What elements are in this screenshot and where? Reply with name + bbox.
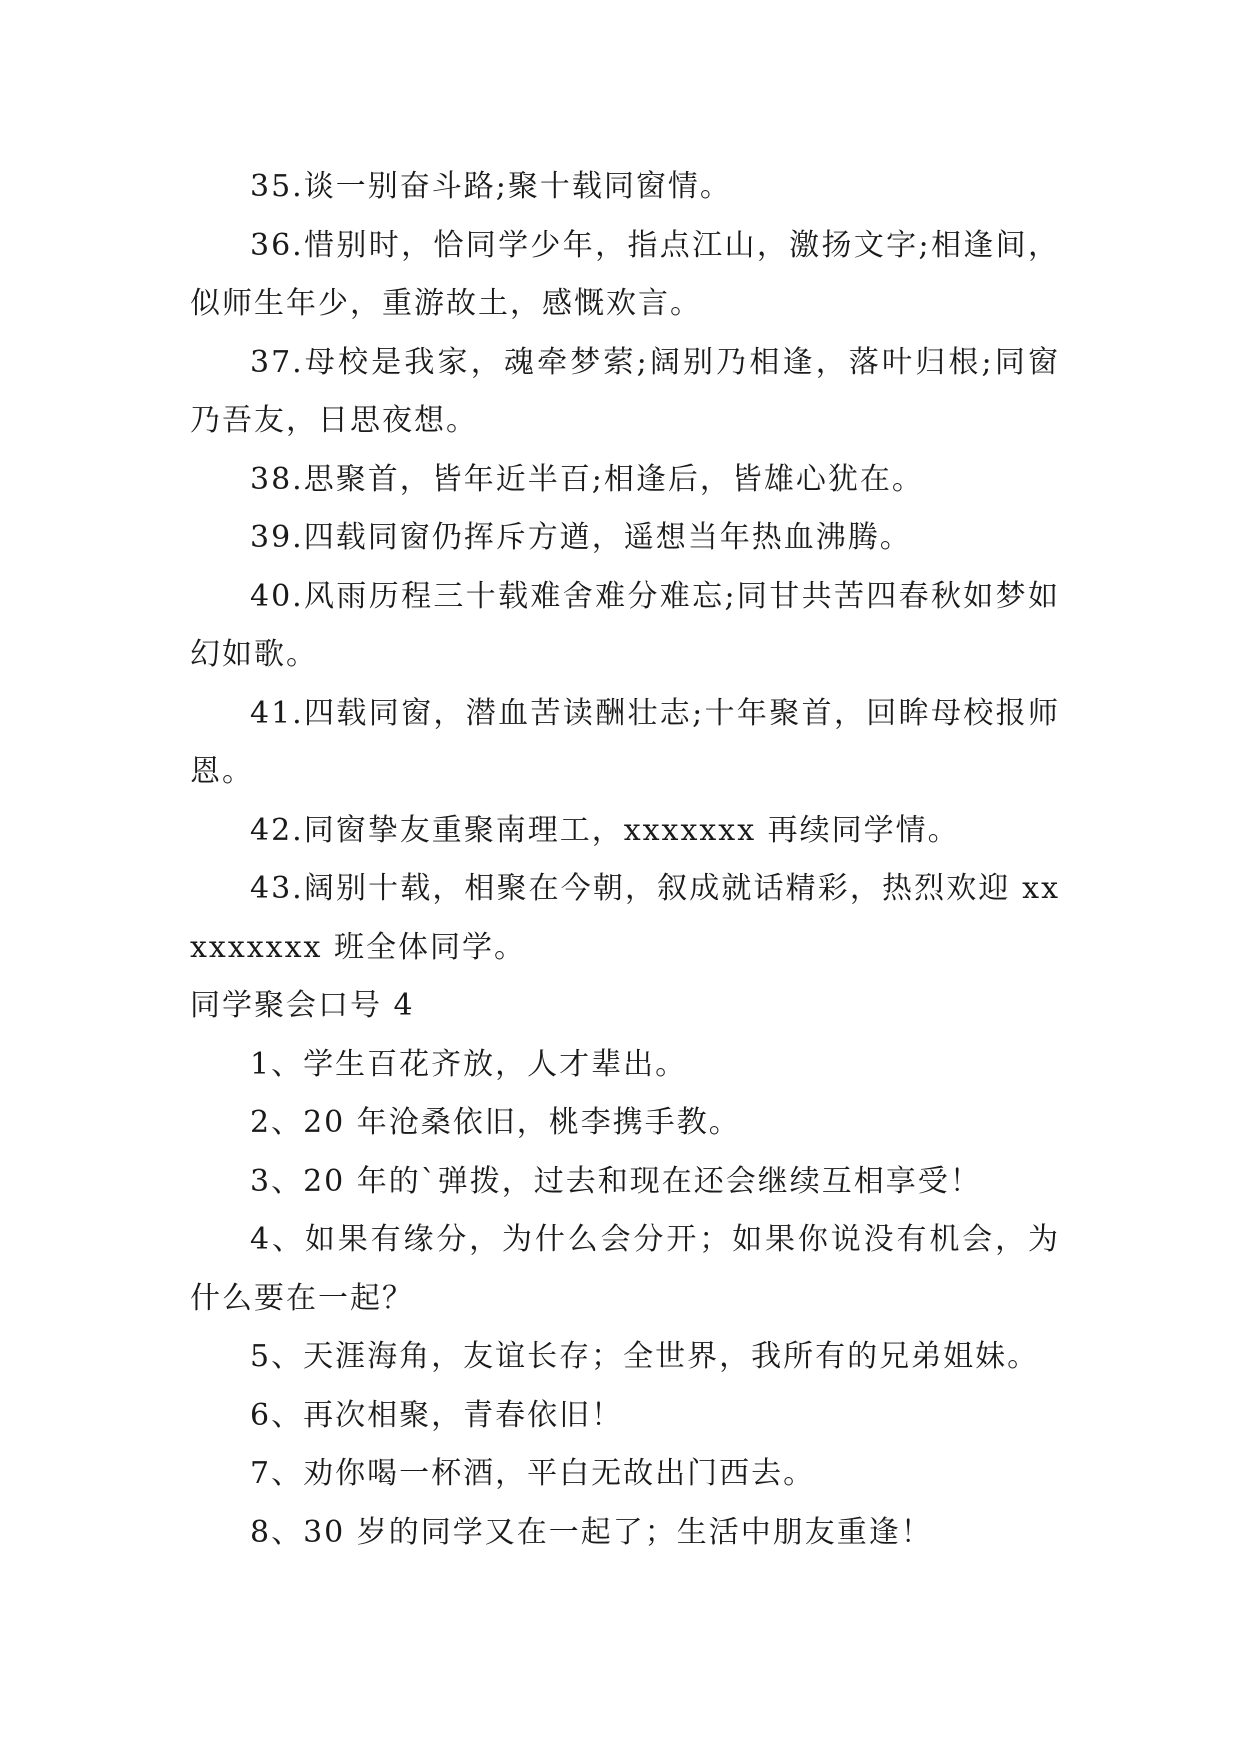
slogan-item-2: 2、20 年沧桑依旧，桃李携手教。 bbox=[250, 1105, 741, 1140]
slogan-item-38: 38.思聚首，皆年近半百;相逢后，皆雄心犹在。 bbox=[250, 461, 924, 497]
slogan-item-3: 3、20 年的`弹拨，过去和现在还会继续互相享受！ bbox=[250, 1163, 982, 1199]
document-body bbox=[190, 158, 1060, 1562]
slogan-item-40: 40.风雨历程三十载难舍难分难忘;同甘共苦四春秋如梦如幻如歌。 bbox=[190, 578, 1060, 672]
slogan-item-37: 37.母校是我家，魂牵梦萦;阔别乃相逢，落叶归根;同窗乃吾友，日思夜想。 bbox=[190, 344, 1060, 438]
slogan-item-41: 41.四载同窗，潜血苦读酬壮志;十年聚首，回眸母校报师恩。 bbox=[190, 695, 1060, 789]
slogan-item-1: 1、学生百花齐放，人才辈出。 bbox=[250, 1046, 688, 1082]
slogan-item-4: 4、如果有缘分，为什么会分开；如果你说没有机会，为什么要在一起？ bbox=[190, 1222, 1060, 1316]
slogan-item-8: 8、30 岁的同学又在一起了；生活中朋友重逢！ bbox=[250, 1514, 933, 1550]
slogan-item-6: 6、再次相聚，青春依旧！ bbox=[250, 1397, 624, 1433]
slogan-item-36: 36.惜别时，恰同学少年，指点江山，激扬文字;相逢间，似师生年少，重游故土，感慨欢言。 bbox=[190, 227, 1060, 321]
slogan-item-7: 7、劝你喝一杯酒，平白无故出门西去。 bbox=[250, 1456, 816, 1491]
section-heading: 同学聚会口号 4 bbox=[190, 988, 415, 1023]
slogan-item-39: 39.四载同窗仍挥斥方遒，遥想当年热血沸腾。 bbox=[250, 520, 912, 555]
slogan-item-43: 43.阔别十载，相聚在今朝，叙成就话精彩，热烈欢迎 xxxxxxxxx 班全体同学。 bbox=[190, 871, 1060, 965]
slogan-item-35: 35.谈一别奋斗路;聚十载同窗情。 bbox=[250, 169, 732, 204]
slogan-item-42: 42.同窗挚友重聚南理工，xxxxxxx 再续同学情。 bbox=[250, 812, 960, 848]
slogan-item-5: 5、天涯海角，友谊长存；全世界，我所有的兄弟姐妹。 bbox=[250, 1339, 1040, 1374]
